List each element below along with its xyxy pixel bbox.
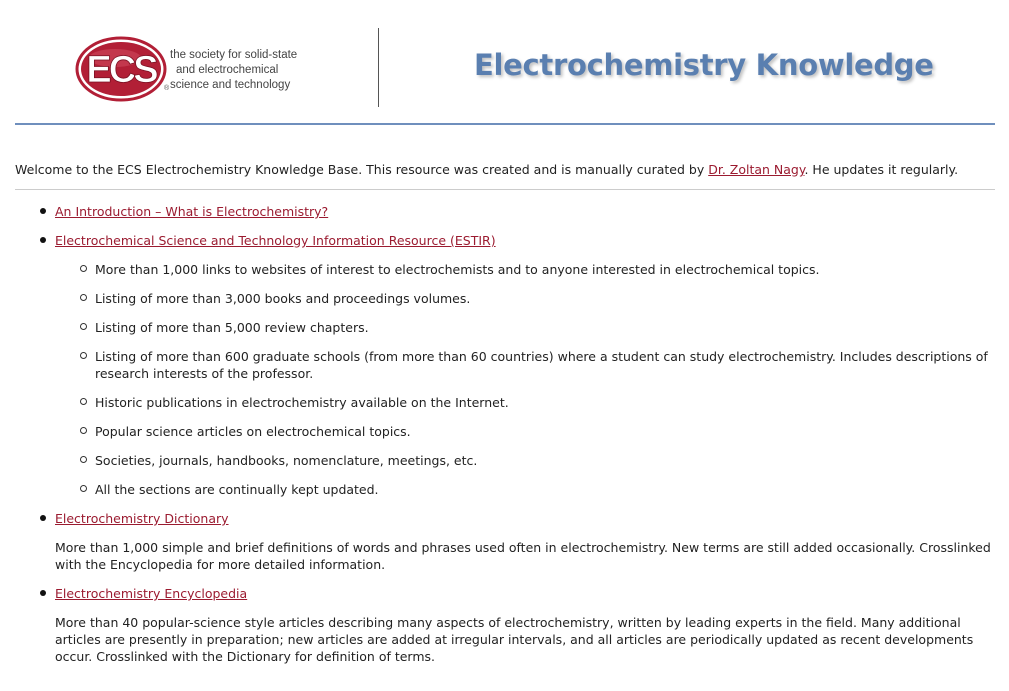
bullet-icon [40, 237, 46, 243]
encyclopedia-description: More than 40 popular-science style articles describing many aspects of electrochemistry, written by leading experts in the field. Many additional articles are presently in preparation; new articles are added at irregular intervals, and all articles are periodically updated as recent developments occur. Crosslinked with the Dictionary for definition of terms. [55, 615, 974, 664]
bullet-icon [40, 515, 46, 521]
header-divider [378, 28, 379, 107]
welcome-text: Welcome to the ECS Electrochemistry Knowledge Base. This resource was created and is manually curated by Dr. Zoltan Nagy. He updates it regularly. [15, 162, 959, 177]
list-item-introduction [15, 203, 995, 220]
list-item-estir [15, 232, 995, 498]
ecs-logo[interactable] [75, 36, 170, 102]
author-link[interactable]: Dr. Zoltan Nagy [708, 162, 805, 177]
list-item-dictionary [15, 510, 995, 573]
encyclopedia-link[interactable]: Electrochemistry Encyclopedia [55, 586, 248, 601]
society-tagline: the society for solid-state and electrochemical science and technology [170, 49, 298, 91]
list-item: More than 1,000 links to websites of interest to electrochemists and to anyone interested in electrochemical topics. [55, 261, 995, 278]
page-header [15, 0, 995, 125]
circle-bullet-icon [80, 398, 87, 405]
list-item: Popular science articles on electrochemical topics. [55, 423, 995, 440]
circle-bullet-icon [80, 294, 87, 301]
circle-bullet-icon [80, 352, 87, 359]
circle-bullet-icon [80, 323, 87, 330]
introduction-link[interactable]: An Introduction – What is Electrochemistry? [55, 204, 329, 219]
list-item-encyclopedia [15, 585, 995, 665]
circle-bullet-icon [80, 456, 87, 463]
bullet-icon [40, 590, 46, 596]
dictionary-description: More than 1,000 simple and brief definitions of words and phrases used often in electrochemistry. New terms are still added occasionally. Crosslinked with the Encyclopedia for more detailed information. [55, 540, 991, 572]
resource-list-container [15, 203, 995, 677]
svg-text:®: ® [164, 85, 170, 92]
svg-text:ECS: ECS [86, 49, 156, 91]
list-item: Listing of more than 600 graduate schools (from more than 60 countries) where a student can study electrochemistry. Includes descriptions of research interests of the professor. [55, 348, 995, 382]
circle-bullet-icon [80, 427, 87, 434]
list-item: Societies, journals, handbooks, nomenclature, meetings, etc. [55, 452, 995, 469]
list-item: Historic publications in electrochemistry available on the Internet. [55, 394, 995, 411]
list-item: Listing of more than 5,000 review chapters. [55, 319, 995, 336]
content-divider [15, 189, 995, 190]
estir-features-list [55, 261, 995, 498]
resource-list [15, 203, 995, 665]
site-title: Electrochemistry Knowledge [474, 48, 934, 82]
estir-link[interactable]: Electrochemical Science and Technology Information Resource (ESTIR) [55, 233, 496, 248]
list-item: Listing of more than 3,000 books and proceedings volumes. [55, 290, 995, 307]
bullet-icon [40, 208, 46, 214]
list-item: All the sections are continually kept updated. [55, 481, 995, 498]
circle-bullet-icon [80, 485, 87, 492]
circle-bullet-icon [80, 265, 87, 272]
dictionary-link[interactable]: Electrochemistry Dictionary [55, 511, 229, 526]
